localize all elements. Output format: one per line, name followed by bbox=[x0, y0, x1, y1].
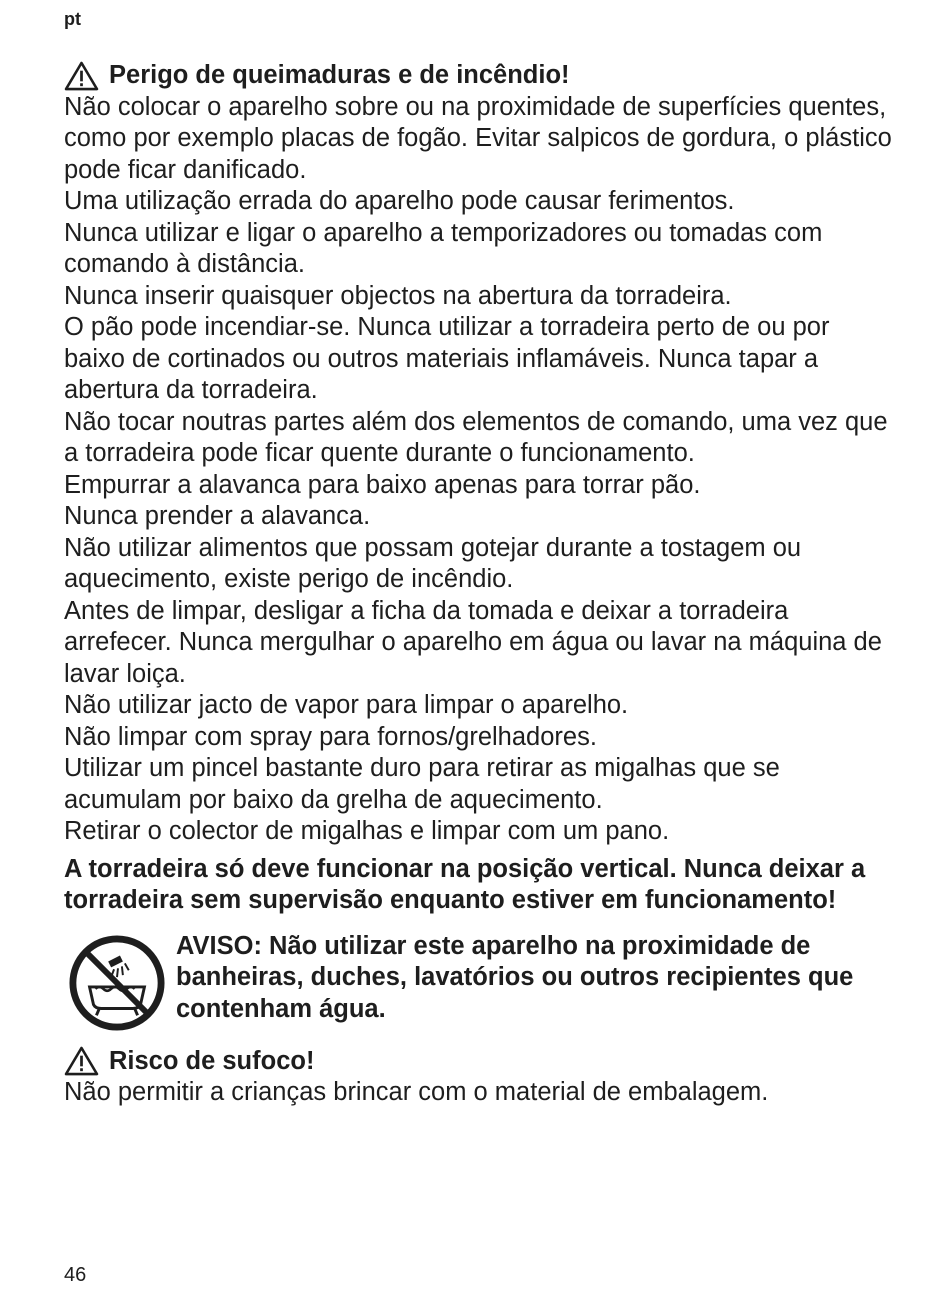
paragraph: Não colocar o aparelho sobre ou na proximidade de superfícies quentes, como por exemplo placas de fogão. Evitar salpicos de gordura, o plástico pode ficar danificado. bbox=[64, 92, 892, 184]
vertical-position-note: A torradeira só deve funcionar na posição vertical. Nunca deixar a torradeira sem supervisão enquanto estiver em funcionamento! bbox=[64, 854, 866, 914]
paragraph: O pão pode incendiar-se. Nunca utilizar a torradeira perto de ou por baixo de cortinados ou outros materiais inflamáveis. Nunca tapar a abertura da torradeira. bbox=[64, 313, 830, 404]
paragraph: Retirar o colector de migalhas e limpar com um pano. bbox=[64, 817, 670, 845]
suffocation-heading bbox=[64, 1046, 894, 1078]
paragraph: Não utilizar alimentos que possam gotejar durante a tostagem ou aquecimento, existe perigo de incêndio. bbox=[64, 533, 802, 593]
language-code: pt bbox=[64, 9, 81, 29]
fire-hazard-heading-text: Perigo de queimaduras e de incêndio! bbox=[109, 61, 570, 89]
paragraph: Utilizar um pincel bastante duro para retirar as migalhas que se acumulam por baixo da grelha de aquecimento. bbox=[64, 754, 780, 814]
paragraph: Nunca inserir quaisquer objectos na abertura da torradeira. bbox=[64, 281, 732, 310]
paragraph: Não utilizar jacto de vapor para limpar o aparelho. bbox=[64, 691, 629, 719]
paragraph: Empurrar a alavanca para baixo apenas para torrar pão. bbox=[64, 470, 701, 499]
water-warning-text: AVISO: Não utilizar este aparelho na proximidade de banheiras, duches, lavatórios ou outros recipientes que contenham água. bbox=[176, 931, 854, 1023]
paragraph: Nunca prender a alavanca. bbox=[64, 502, 371, 530]
safety-instructions bbox=[64, 60, 894, 1109]
paragraph: Uma utilização errada do aparelho pode causar ferimentos. bbox=[64, 187, 735, 215]
fire-hazard-heading bbox=[64, 60, 894, 92]
paragraph: Antes de limpar, desligar a ficha da tomada e deixar a torradeira arrefecer. Nunca mergulhar o aparelho em água ou lavar na máquina de lavar loiça. bbox=[64, 596, 882, 688]
no-bathtub-icon bbox=[68, 934, 166, 1032]
paragraph: Não permitir a crianças brincar com o material de embalagem. bbox=[64, 1078, 769, 1106]
suffocation-heading-text: Risco de sufoco! bbox=[109, 1046, 315, 1075]
paragraph: Nunca utilizar e ligar o aparelho a temporizadores ou tomadas com comando à distância. bbox=[64, 218, 823, 278]
warning-triangle-icon bbox=[64, 61, 99, 91]
paragraph: Não tocar noutras partes além dos elementos de comando, uma vez que a torradeira pode ficar quente durante o funcionamento. bbox=[64, 407, 888, 467]
water-warning bbox=[64, 931, 894, 1032]
warning-triangle-icon bbox=[64, 1046, 99, 1076]
page-number: 46 bbox=[64, 1264, 87, 1286]
paragraph: Não limpar com spray para fornos/grelhadores. bbox=[64, 722, 597, 751]
